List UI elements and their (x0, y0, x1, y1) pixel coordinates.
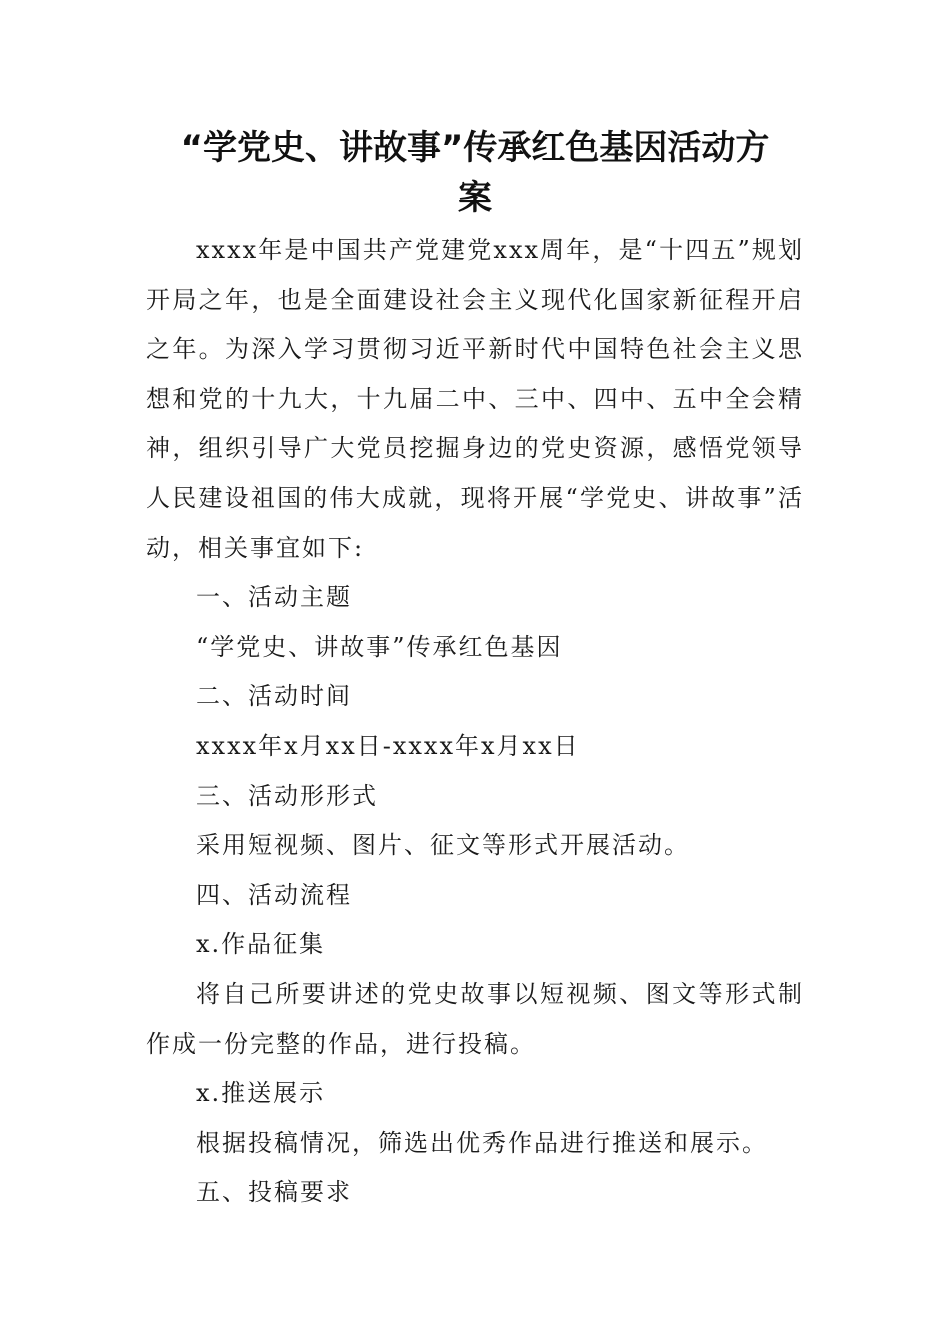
section-4-heading: 四、活动流程 (196, 880, 352, 909)
title-line-1: “学党史、讲故事”传承红色基因活动方 (180, 128, 770, 168)
step-1-heading: x.作品征集 (196, 930, 326, 959)
section-3-heading: 三、活动形形式 (196, 781, 378, 810)
step-2-heading: x.推送展示 (196, 1079, 326, 1108)
document-body (146, 226, 804, 1218)
section-1-heading: 一、活动主题 (196, 583, 352, 612)
step-1-content: 将自己所要讲述的党史故事以短视频、图文等形式制作成一份完整的作品，进行投稿。 (146, 979, 804, 1058)
section-5-heading: 五、投稿要求 (196, 1178, 352, 1207)
section-2-heading: 二、活动时间 (196, 682, 352, 711)
section-1-content: “学党史、讲故事”传承红色基因 (196, 632, 563, 661)
intro-paragraph: xxxx年是中国共产党建党xxx周年，是“十四五”规划开局之年，也是全面建设社会主义现代化国家新征程开启之年。为深入学习贯彻习近平新时代中国特色社会主义思想和党的十九大，十九届二中、三中、四中、五中全会精神，组织引导广大党员挖掘身边的党史资源，感悟党领导人民建设祖国的伟大成就，现将开展“学党史、讲故事”活动，相关事宜如下: (146, 236, 804, 562)
document-title (146, 123, 804, 223)
section-2-content: xxxx年x月xx日-xxxx年x月xx日 (196, 731, 580, 760)
title-line-2: 案 (458, 178, 492, 218)
step-2-content: 根据投稿情况，筛选出优秀作品进行推送和展示。 (196, 1128, 768, 1157)
section-3-content: 采用短视频、图片、征文等形式开展活动。 (196, 831, 690, 860)
